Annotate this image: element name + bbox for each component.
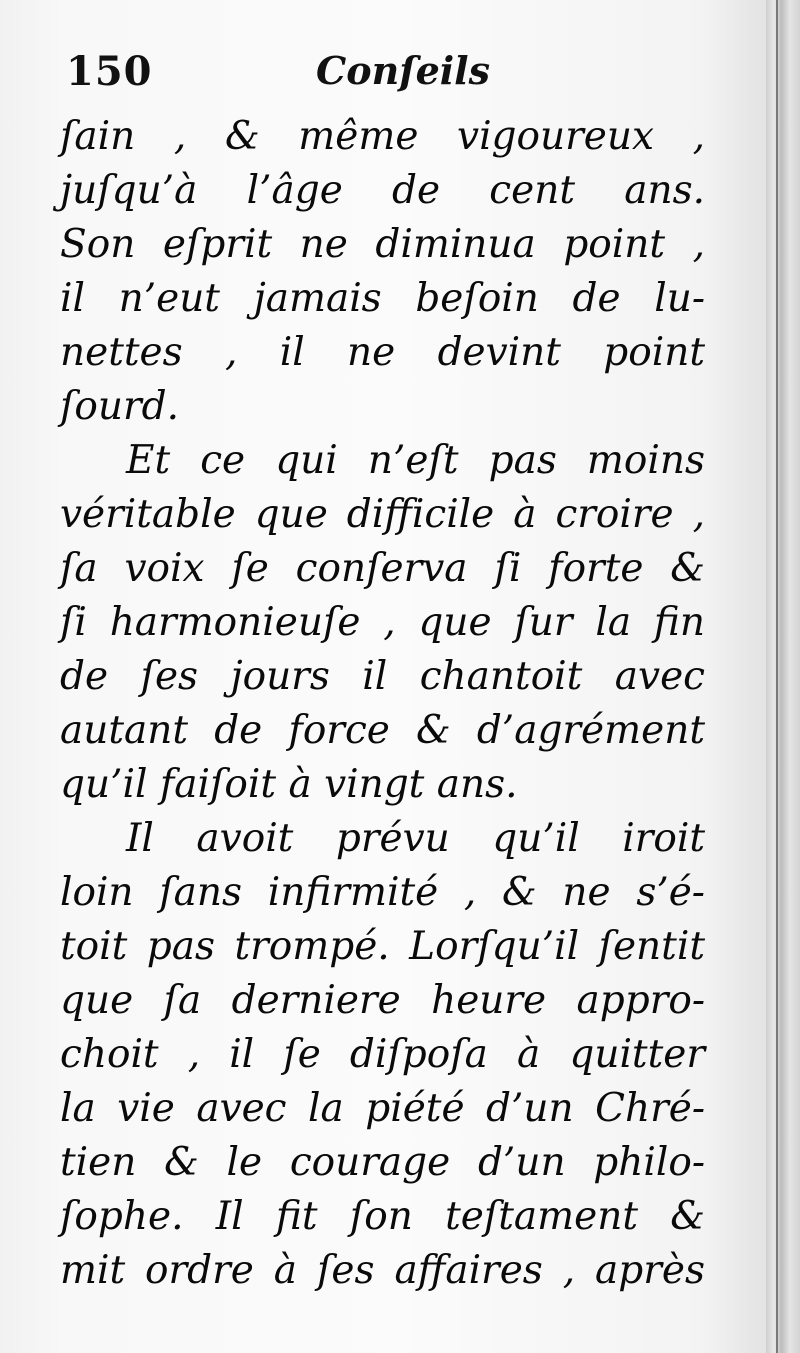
text-line: loin ſans infirmité , & ne s’é-	[60, 870, 705, 915]
running-title: Conſeils	[316, 48, 491, 93]
text-line: tien & le courage d’un philo-	[60, 1140, 705, 1185]
text-line: de ſes jours il chantoit avec	[60, 654, 705, 699]
paragraph-end-line: qu’il faiſoit à vingt ans.	[60, 762, 518, 807]
text-line: toit pas trompé. Lorſqu’il ſentit	[60, 924, 705, 969]
text-line: véritable que difficile à croire ,	[60, 492, 705, 537]
text-line: ſa voix ſe conſerva ſi forte &	[60, 546, 705, 591]
text-line: juſqu’à l’âge de cent ans.	[60, 168, 705, 213]
paragraph-start-line: Et ce qui n’eſt pas moins	[126, 438, 705, 483]
paragraph-end-line: ſourd.	[60, 384, 180, 429]
text-line: la vie avec la piété d’un Chré-	[60, 1086, 705, 1131]
text-line: il n’eut jamais beſoin de lu-	[60, 276, 705, 321]
text-line: ſain , & même vigoureux ,	[60, 114, 705, 159]
text-line: mit ordre à ſes affaires , après	[60, 1248, 705, 1293]
text-line: Son eſprit ne diminua point ,	[60, 222, 705, 267]
text-line: ſi harmonieuſe , que ſur la fin	[60, 600, 705, 645]
text-line: choit , il ſe diſpoſa à quitter	[60, 1032, 705, 1077]
page-number: 150	[66, 48, 153, 95]
text-line: que ſa derniere heure appro-	[60, 978, 705, 1023]
body-text	[60, 110, 705, 1298]
text-line: nettes , il ne devint point	[60, 330, 705, 375]
running-head	[66, 48, 706, 104]
paragraph-start-line: Il avoit prévu qu’il iroit	[126, 816, 705, 861]
book-spine	[766, 0, 800, 1353]
text-line: ſophe. Il fit ſon teſtament &	[60, 1194, 705, 1239]
text-line: autant de force & d’agrément	[60, 708, 705, 753]
gutter-edge	[776, 0, 778, 1353]
